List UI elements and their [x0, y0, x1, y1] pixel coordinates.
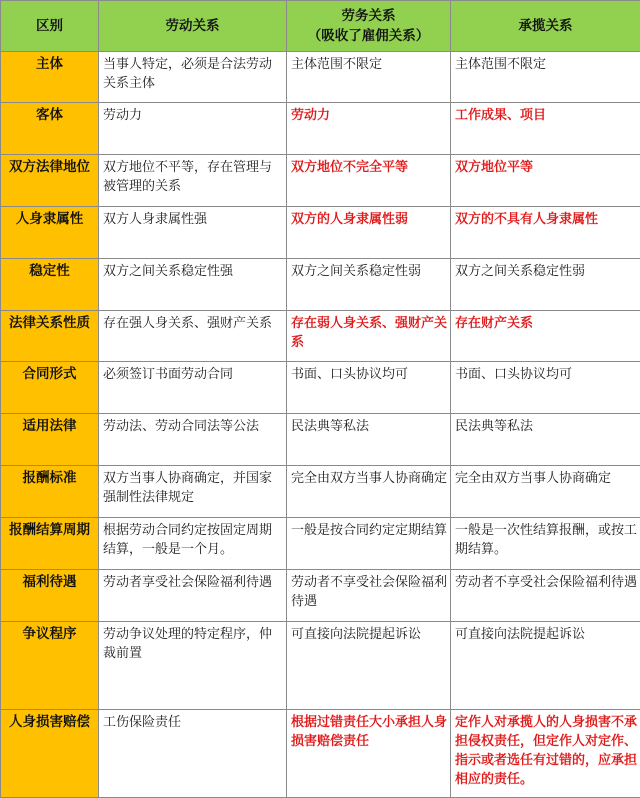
table-row: [1, 259, 640, 311]
table-row: [1, 466, 640, 518]
cell-contract: 劳动者不享受社会保险福利待遇: [451, 570, 640, 622]
cell-labor: 双方当事人协商确定，并国家强制性法律规定: [99, 466, 287, 518]
cell-contract: 双方之间关系稳定性弱: [451, 259, 640, 311]
header-cell-labor: 劳动关系: [99, 1, 287, 52]
cell-contract: 工作成果、项目: [451, 103, 640, 155]
table-row: [1, 710, 640, 798]
cell-labor: 当事人特定，必须是合法劳动关系主体: [99, 52, 287, 103]
cell-labor: 双方之间关系稳定性强: [99, 259, 287, 311]
cell-contract: 可直接向法院提起诉讼: [451, 622, 640, 710]
cell-labor: 双方人身隶属性强: [99, 207, 287, 259]
row-label: 争议程序: [1, 622, 99, 710]
cell-contract: 双方地位平等: [451, 155, 640, 207]
header-cell-contract: 承揽关系: [451, 1, 640, 52]
table-row: [1, 414, 640, 466]
header-service-title: 劳务关系: [287, 6, 450, 26]
cell-service: 一般是按合同约定定期结算: [287, 518, 451, 570]
cell-service: 双方之间关系稳定性弱: [287, 259, 451, 311]
row-label: 合同形式: [1, 362, 99, 414]
table-row: [1, 622, 640, 710]
header-row: [1, 1, 640, 52]
table-body: [1, 52, 640, 798]
cell-contract: 主体范围不限定: [451, 52, 640, 103]
table-row: [1, 52, 640, 103]
cell-labor: 劳动者享受社会保险福利待遇: [99, 570, 287, 622]
cell-labor: 劳动力: [99, 103, 287, 155]
cell-labor: 劳动争议处理的特定程序，仲裁前置: [99, 622, 287, 710]
cell-contract: 一般是一次性结算报酬，或按工期结算。: [451, 518, 640, 570]
row-label: 报酬结算周期: [1, 518, 99, 570]
cell-service: 民法典等私法: [287, 414, 451, 466]
cell-service: 存在弱人身关系、强财产关系: [287, 311, 451, 362]
cell-labor: 存在强人身关系、强财产关系: [99, 311, 287, 362]
row-label: 适用法律: [1, 414, 99, 466]
header-cell-service: [287, 1, 451, 52]
cell-service: 根据过错责任大小承担人身损害赔偿责任: [287, 710, 451, 798]
cell-labor: 必须签订书面劳动合同: [99, 362, 287, 414]
table-row: [1, 103, 640, 155]
table-row: [1, 207, 640, 259]
table-row: [1, 362, 640, 414]
table-row: [1, 155, 640, 207]
cell-contract: 书面、口头协议均可: [451, 362, 640, 414]
table-header: [1, 1, 640, 52]
cell-service: 劳动者不享受社会保险福利待遇: [287, 570, 451, 622]
table-row: [1, 518, 640, 570]
row-label: 双方法律地位: [1, 155, 99, 207]
cell-contract: 存在财产关系: [451, 311, 640, 362]
row-label: 稳定性: [1, 259, 99, 311]
header-cell-criteria: 区别: [1, 1, 99, 52]
cell-service: 完全由双方当事人协商确定: [287, 466, 451, 518]
table-row: [1, 570, 640, 622]
row-label: 福利待遇: [1, 570, 99, 622]
cell-service: 主体范围不限定: [287, 52, 451, 103]
cell-service: 可直接向法院提起诉讼: [287, 622, 451, 710]
cell-contract: 双方的不具有人身隶属性: [451, 207, 640, 259]
cell-contract: 民法典等私法: [451, 414, 640, 466]
row-label: 法律关系性质: [1, 311, 99, 362]
header-service-subtitle: （吸收了雇佣关系）: [287, 26, 450, 46]
cell-labor: 劳动法、劳动合同法等公法: [99, 414, 287, 466]
row-label: 主体: [1, 52, 99, 103]
row-label: 人身损害赔偿: [1, 710, 99, 798]
cell-service: 劳动力: [287, 103, 451, 155]
row-label: 客体: [1, 103, 99, 155]
cell-labor: 根据劳动合同约定按固定周期结算，一般是一个月。: [99, 518, 287, 570]
cell-service: 双方地位不完全平等: [287, 155, 451, 207]
cell-service: 双方的人身隶属性弱: [287, 207, 451, 259]
row-label: 报酬标准: [1, 466, 99, 518]
cell-labor: 双方地位不平等，存在管理与被管理的关系: [99, 155, 287, 207]
table-row: [1, 311, 640, 362]
cell-contract: 完全由双方当事人协商确定: [451, 466, 640, 518]
cell-service: 书面、口头协议均可: [287, 362, 451, 414]
row-label: 人身隶属性: [1, 207, 99, 259]
cell-labor: 工伤保险责任: [99, 710, 287, 798]
cell-contract: 定作人对承揽人的人身损害不承担侵权责任，但定作人对定作、指示或者选任有过错的，应承担相应的责任。: [451, 710, 640, 798]
